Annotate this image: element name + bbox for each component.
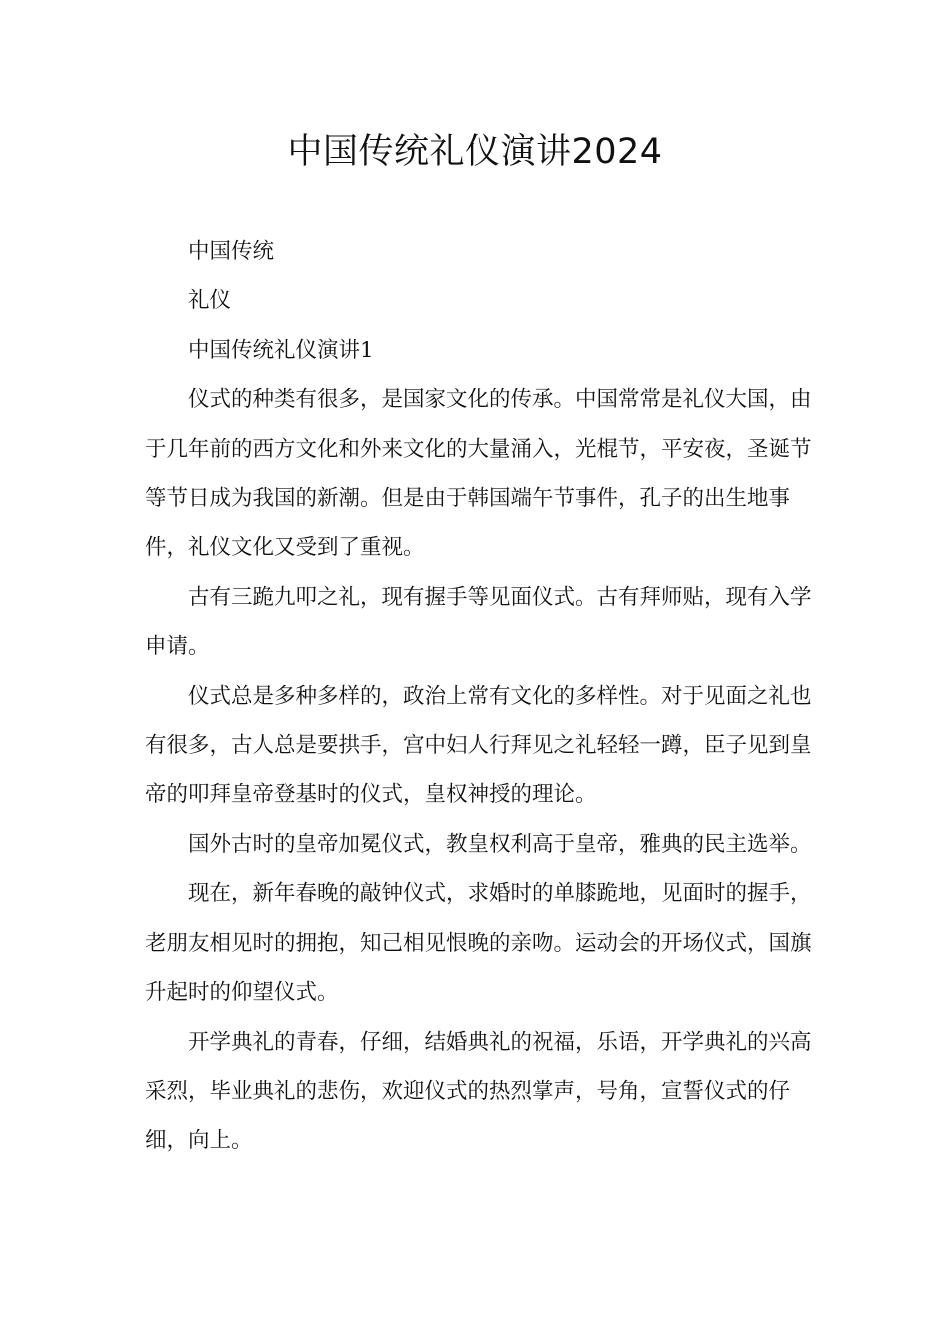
document-body: [145, 227, 813, 1166]
paragraph: 仪式总是多种多样的，政治上常有文化的多样性。对于见面之礼也有很多，古人总是要拱手，宫中妇人行拜见之礼轻轻一蹲，臣子见到皇帝的叩拜皇帝登基时的仪式，皇权神授的理论。: [145, 683, 812, 808]
paragraph-heading-1: 中国传统: [188, 239, 275, 264]
paragraph-heading-2: 礼仪: [188, 288, 232, 314]
paragraph-section-title: 中国传统礼仪演讲1: [188, 337, 374, 363]
paragraph: 国外古时的皇帝加冕仪式，教皇权利高于皇帝，雅典的民主选举。: [188, 831, 812, 857]
paragraph: 现在，新年春晚的敲钟仪式，求婚时的单膝跪地，见面时的握手，老朋友相见时的拥抱，知己相见恨晚的亲吻。运动会的开场仪式，国旗升起时的仰望仪式。: [145, 881, 812, 1006]
paragraph: 开学典礼的青春，仔细，结婚典礼的祝福，乐语，开学典礼的兴高采烈，毕业典礼的悲伤，欢迎仪式的热烈掌声，号角，宣誓仪式的仔细，向上。: [145, 1029, 812, 1154]
paragraph: 仪式的种类有很多，是国家文化的传承。中国常常是礼仪大国，由于几年前的西方文化和外来文化的大量涌入，光棍节，平安夜，圣诞节等节日成为我国的新潮。但是由于韩国端午节事件，孔子的出生地事件，礼仪文化又受到了重视。: [145, 387, 812, 561]
document-title: 中国传统礼仪演讲2024: [287, 132, 663, 172]
paragraph: 古有三跪九叩之礼，现有握手等见面仪式。古有拜师贴，现有入学申请。: [145, 584, 812, 660]
